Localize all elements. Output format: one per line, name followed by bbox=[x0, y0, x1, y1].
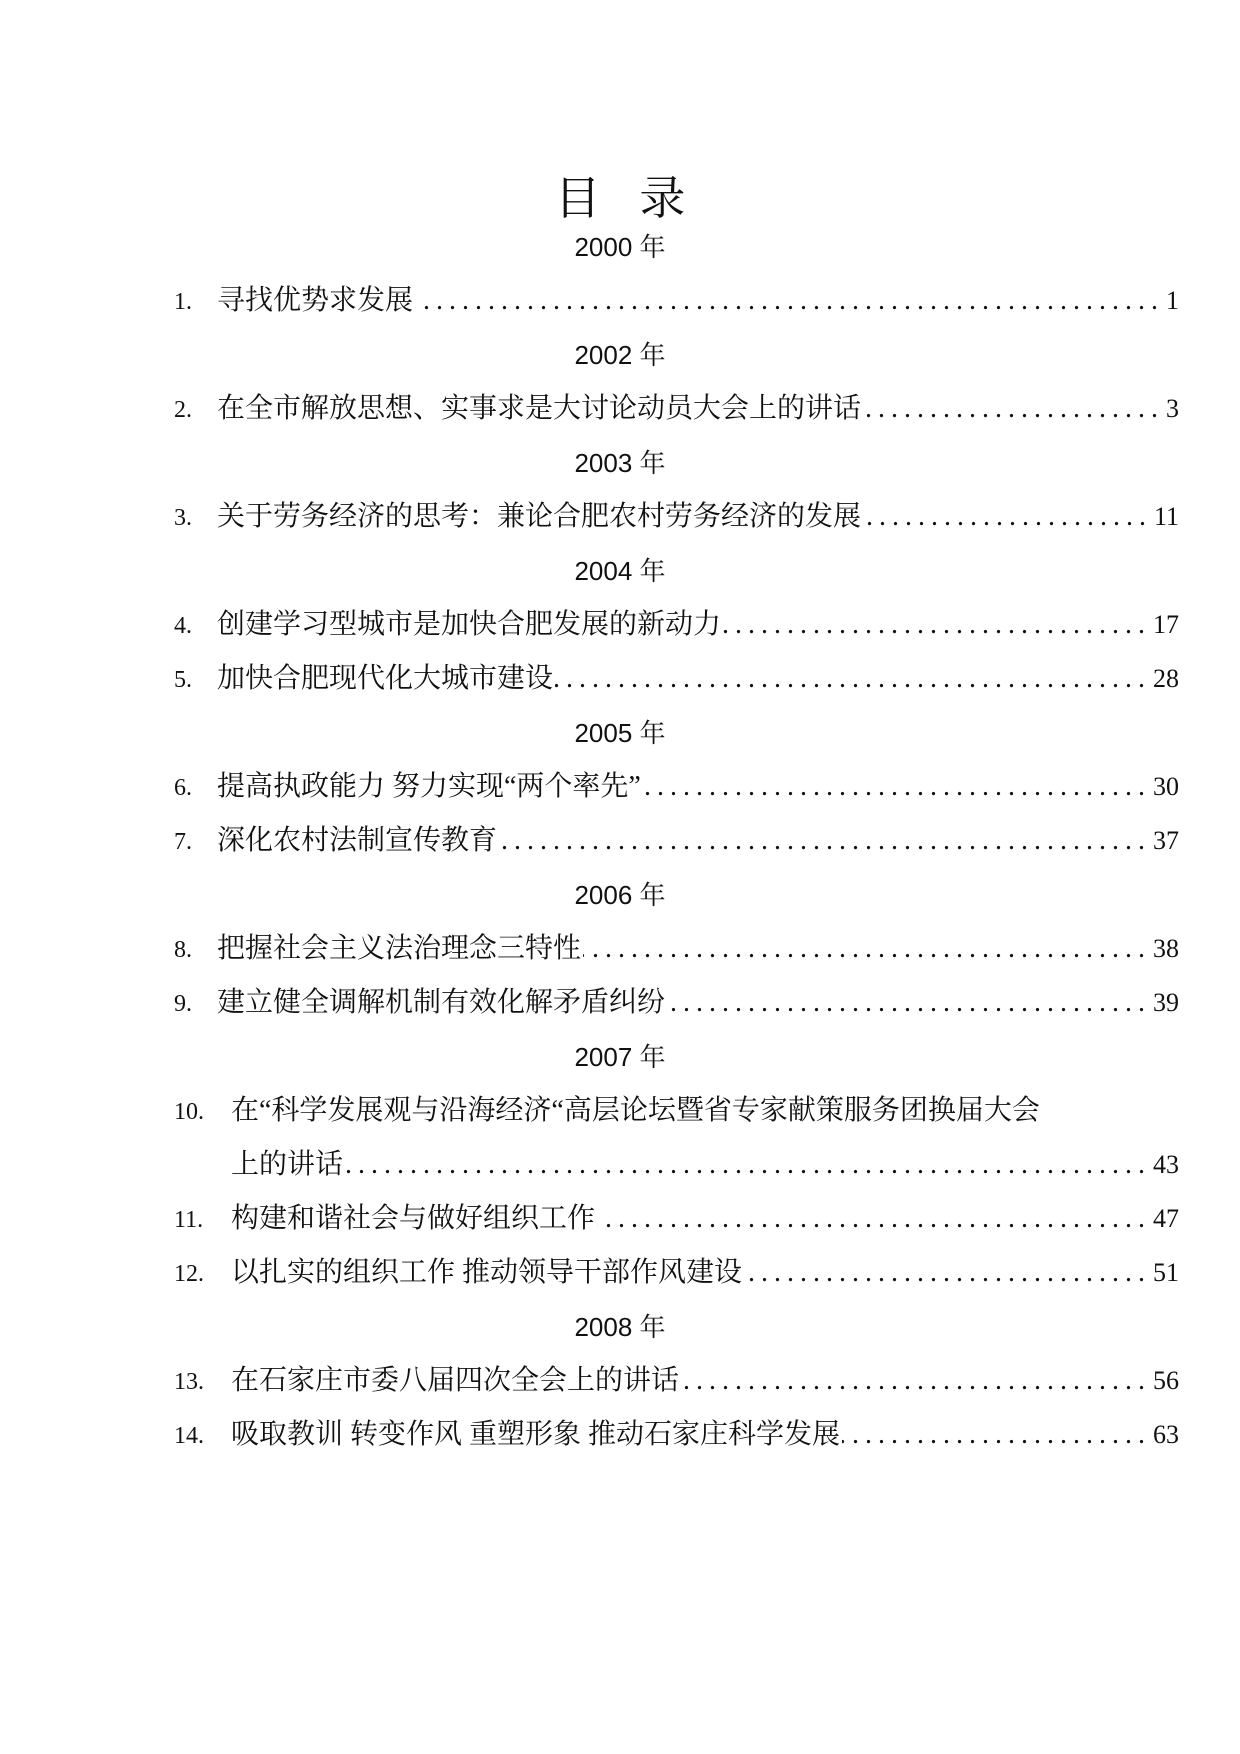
entry-title: 关于劳务经济的思考：兼论合肥农村劳务经济的发展 bbox=[217, 501, 862, 532]
entry-number: 13. bbox=[174, 1369, 204, 1395]
entry-title: 提高执政能力 努力实现“两个率先” bbox=[217, 771, 641, 802]
entry-title: 以扎实的组织工作 推动领导干部作风建设 bbox=[231, 1257, 743, 1288]
toc-entry bbox=[0, 490, 1240, 544]
entry-page-number: 1 bbox=[1166, 286, 1179, 315]
year-heading: 2006 年 bbox=[574, 880, 666, 910]
dot-leader bbox=[681, 1354, 1151, 1408]
entry-number: 14. bbox=[174, 1423, 204, 1449]
dot-leader bbox=[842, 1408, 1151, 1462]
page-title: 目 录 bbox=[554, 172, 686, 224]
entry-title: 深化农村法制宣传教育 bbox=[217, 825, 498, 856]
toc-entry-line1 bbox=[0, 1084, 1240, 1138]
year-heading: 2000 年 bbox=[574, 232, 666, 262]
toc-entry bbox=[0, 760, 1240, 814]
dot-leader bbox=[863, 490, 1152, 544]
entry-page-number: 17 bbox=[1153, 610, 1179, 639]
dot-leader bbox=[583, 922, 1151, 976]
entry-page-number: 47 bbox=[1153, 1204, 1179, 1233]
dot-leader bbox=[744, 1246, 1151, 1300]
toc-entry bbox=[0, 922, 1240, 976]
dot-leader bbox=[643, 760, 1151, 814]
entry-page-number: 3 bbox=[1166, 394, 1179, 423]
toc-entry bbox=[0, 1192, 1240, 1246]
entry-title: 在“科学发展观与沿海经济“高层论坛暨省专家献策服务团换届大会 bbox=[231, 1095, 1040, 1126]
entry-number: 4. bbox=[174, 613, 192, 639]
entry-page-number: 39 bbox=[1153, 988, 1179, 1017]
entry-number: 1. bbox=[174, 289, 192, 315]
entry-page-number: 37 bbox=[1153, 826, 1179, 855]
dot-leader bbox=[555, 652, 1151, 706]
entry-page-number: 28 bbox=[1153, 664, 1179, 693]
dot-leader bbox=[415, 274, 1164, 328]
toc-entry bbox=[0, 976, 1240, 1030]
entry-title: 在全市解放思想、实事求是大讨论动员大会上的讲话 bbox=[217, 393, 862, 424]
entry-page-number: 11 bbox=[1153, 502, 1179, 531]
entry-number: 11. bbox=[174, 1207, 204, 1233]
toc-entry bbox=[0, 598, 1240, 652]
entry-title-continuation: 上的讲话 bbox=[231, 1149, 344, 1180]
toc-entry bbox=[0, 652, 1240, 706]
entry-page-number: 30 bbox=[1153, 772, 1179, 801]
entry-number: 8. bbox=[174, 937, 192, 963]
entry-title: 创建学习型城市是加快合肥发展的新动力 bbox=[217, 609, 722, 640]
year-heading: 2003 年 bbox=[574, 448, 666, 478]
entry-title: 构建和谐社会与做好组织工作 bbox=[231, 1203, 596, 1234]
dot-leader bbox=[597, 1192, 1151, 1246]
entry-number: 7. bbox=[174, 829, 192, 855]
dot-leader bbox=[499, 814, 1151, 868]
entry-title: 加快合肥现代化大城市建设 bbox=[217, 663, 554, 694]
entry-number: 2. bbox=[174, 397, 192, 423]
entry-page-number: 38 bbox=[1153, 934, 1179, 963]
entry-page-number: 51 bbox=[1153, 1258, 1179, 1287]
toc-entry bbox=[0, 274, 1240, 328]
toc-entry-line2 bbox=[0, 1138, 1240, 1192]
dot-leader bbox=[863, 382, 1164, 436]
table-of-contents bbox=[0, 220, 1240, 1462]
entry-number: 5. bbox=[174, 667, 192, 693]
dot-leader bbox=[723, 598, 1151, 652]
entry-number: 10. bbox=[174, 1099, 204, 1125]
entry-title: 寻找优势求发展 bbox=[217, 285, 414, 316]
dot-leader bbox=[667, 976, 1151, 1030]
toc-entry bbox=[0, 1408, 1240, 1462]
year-heading: 2005 年 bbox=[574, 718, 666, 748]
year-heading: 2004 年 bbox=[574, 556, 666, 586]
entry-number: 3. bbox=[174, 505, 192, 531]
entry-page-number: 56 bbox=[1153, 1366, 1179, 1395]
toc-entry bbox=[0, 1246, 1240, 1300]
dot-leader bbox=[345, 1138, 1151, 1192]
entry-number: 6. bbox=[174, 775, 192, 801]
toc-entry bbox=[0, 382, 1240, 436]
toc-entry bbox=[0, 1354, 1240, 1408]
toc-entry bbox=[0, 814, 1240, 868]
entry-title: 吸取教训 转变作风 重塑形象 推动石家庄科学发展 bbox=[231, 1419, 841, 1450]
entry-page-number: 43 bbox=[1153, 1150, 1179, 1179]
year-heading: 2002 年 bbox=[574, 340, 666, 370]
entry-title: 在石家庄市委八届四次全会上的讲话 bbox=[231, 1365, 680, 1396]
entry-title: 把握社会主义法治理念三特性 bbox=[217, 933, 582, 964]
year-heading: 2008 年 bbox=[574, 1312, 666, 1342]
year-heading: 2007 年 bbox=[574, 1042, 666, 1072]
entry-page-number: 63 bbox=[1153, 1420, 1179, 1449]
entry-title: 建立健全调解机制有效化解矛盾纠纷 bbox=[217, 987, 666, 1018]
entry-number: 9. bbox=[174, 991, 192, 1017]
entry-number: 12. bbox=[174, 1261, 204, 1287]
